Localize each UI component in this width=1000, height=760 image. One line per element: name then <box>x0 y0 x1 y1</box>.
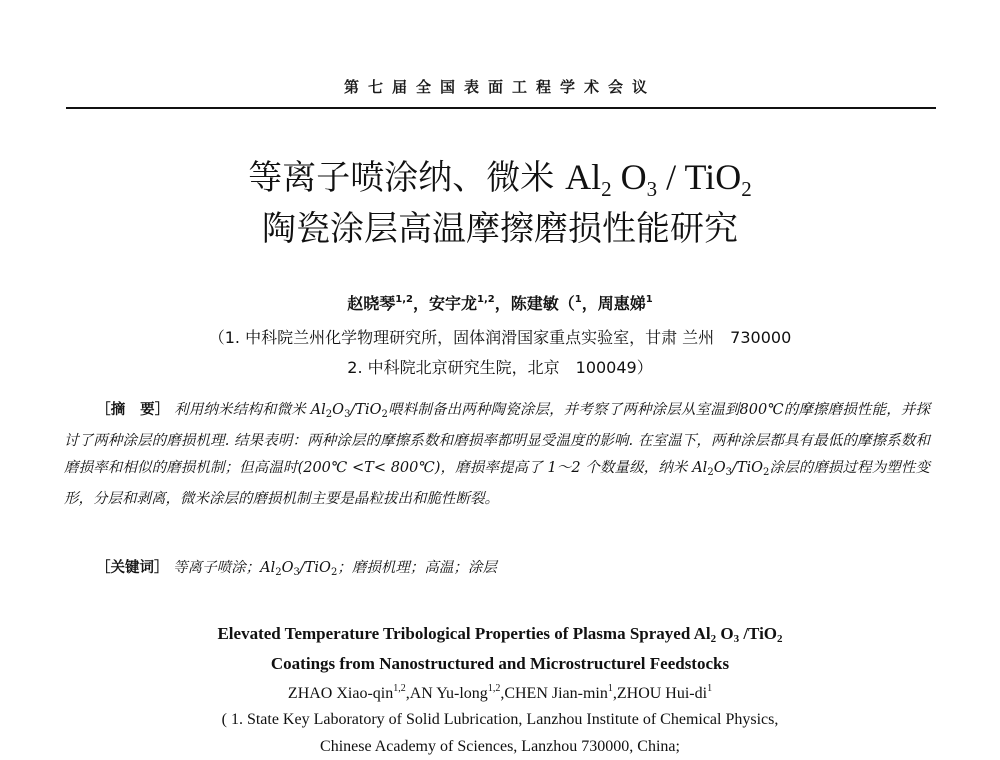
abstract-sub-6: 2 <box>763 467 770 478</box>
author-cn-4: ，周惠娣 <box>581 294 646 313</box>
author-en-1-sup: 1,2 <box>393 683 406 694</box>
abstract-text-2: O <box>332 402 345 418</box>
abstract-text-5: O <box>713 460 726 476</box>
title-cn-o: O <box>611 157 647 197</box>
title-cn-line2: 陶瓷涂层高温摩擦磨损性能研究 <box>262 209 738 249</box>
title-en-line2: Coatings from Nanostructured and Microstructurel Feedstocks <box>270 654 730 673</box>
abstract-label: ［摘 要］ <box>96 402 170 418</box>
keywords-cn <box>96 556 930 578</box>
abstract-sub-5: 3 <box>725 467 732 478</box>
author-cn-2: ，安宇龙 <box>413 294 478 313</box>
abstract-sub-3: 2 <box>381 409 388 420</box>
author-en-1: ZHAO Xiao-qin <box>287 685 394 702</box>
author-en-2-sup: 1,2 <box>487 683 501 694</box>
authors-cn <box>0 291 1000 314</box>
abstract-text-4: 喂料制备出两种陶瓷涂层，并考察了两种涂层从室温到800℃的摩擦磨损性能，并探讨了两种涂层的磨损机理. 结果表明：两种涂层的摩擦系数和磨损率都明显受温度的影响. 在室温下，两种涂层都具有最低的摩擦系数和磨损率和相似的磨损机制；但高温时(200℃ <T< 800℃)，磨损率提高了 1～2 个数量级，纳米 Al <box>64 402 931 476</box>
abstract-text-1: 利用纳米结构和微米 Al <box>169 402 326 418</box>
title-cn-line1 <box>0 150 1000 202</box>
affiliation-en-1: ( 1. State Key Laboratory of Solid Lubrication, Lanzhou Institute of Chemical Physics, <box>221 711 779 728</box>
header-rule <box>66 107 936 109</box>
author-en-3: ,CHEN Jian-min <box>500 685 608 702</box>
abstract-text-7: 涂层的磨损过程为塑性变形，分层和剥离，微米涂层的磨损机制主要是晶粒拔出和脆性断裂。 <box>64 460 931 507</box>
abstract-text-6: /TiO <box>731 460 764 476</box>
authors-en <box>0 683 1000 703</box>
author-en-2: ,AN Yu-long <box>405 685 488 702</box>
keywords-text-4: ；磨损机理；高温；涂层 <box>337 560 497 576</box>
keywords-text-2: O <box>281 560 294 576</box>
abstract-cn <box>64 397 930 513</box>
author-cn-2-sup: 1,2 <box>477 294 495 305</box>
keywords-sub-1: 2 <box>275 567 282 578</box>
abstract-text-3: /TiO <box>350 402 382 418</box>
title-en-sub-3: 2 <box>777 633 783 645</box>
title-cn-sub-2: 2 <box>601 177 612 201</box>
affiliation-cn-1: （1. 中科院兰州化学物理研究所，固体润滑国家重点实验室，甘肃 兰州 730000 <box>208 328 792 347</box>
title-en-sub-1: 2 <box>710 633 717 645</box>
title-en-line1 <box>0 624 1000 645</box>
title-cn-tio: / TiO <box>657 157 742 197</box>
author-cn-1: 赵晓琴 <box>347 294 396 313</box>
author-en-4: ,ZHOU Hui-di <box>612 685 708 702</box>
title-en-sub-2: 3 <box>733 633 740 645</box>
keywords-label: ［关键词］ <box>96 560 169 576</box>
author-en-4-sup: 1 <box>707 683 713 694</box>
title-en-text: Elevated Temperature Tribological Properties of Plasma Sprayed Al <box>217 624 711 643</box>
author-cn-1-sup: 1,2 <box>395 294 414 305</box>
affiliation-cn-2: 2. 中科院北京研究生院，北京 100049） <box>347 358 653 377</box>
author-cn-4-sup: 1 <box>645 294 653 305</box>
keywords-sub-2: 3 <box>293 567 300 578</box>
abstract-sub-4: 2 <box>707 467 714 478</box>
author-en-3-sup: 1 <box>607 683 613 694</box>
title-en-tio: /TiO <box>739 624 778 643</box>
title-en-o: O <box>716 624 734 643</box>
conference-header: 第七届全国表面工程学术会议 <box>343 78 656 96</box>
title-cn-formula <box>565 157 752 201</box>
author-cn-3-sup: 1 <box>574 294 582 305</box>
title-cn-al: Al <box>565 157 602 197</box>
title-cn-sub-3: 3 <box>646 177 658 201</box>
keywords-text-1: 等离子喷涂；Al <box>168 560 276 576</box>
abstract-sub-1: 2 <box>325 409 333 420</box>
abstract-sub-2: 3 <box>344 409 351 420</box>
keywords-text-3: /TiO <box>299 560 331 576</box>
author-cn-3: ，陈建敏（ <box>494 294 575 313</box>
title-cn-sub-2b: 2 <box>741 177 752 201</box>
title-cn-text: 等离子喷涂纳、微米 <box>248 158 566 198</box>
affiliation-en-2: Chinese Academy of Sciences, Lanzhou 730000, China; <box>320 738 680 755</box>
keywords-sub-3: 2 <box>330 567 338 578</box>
